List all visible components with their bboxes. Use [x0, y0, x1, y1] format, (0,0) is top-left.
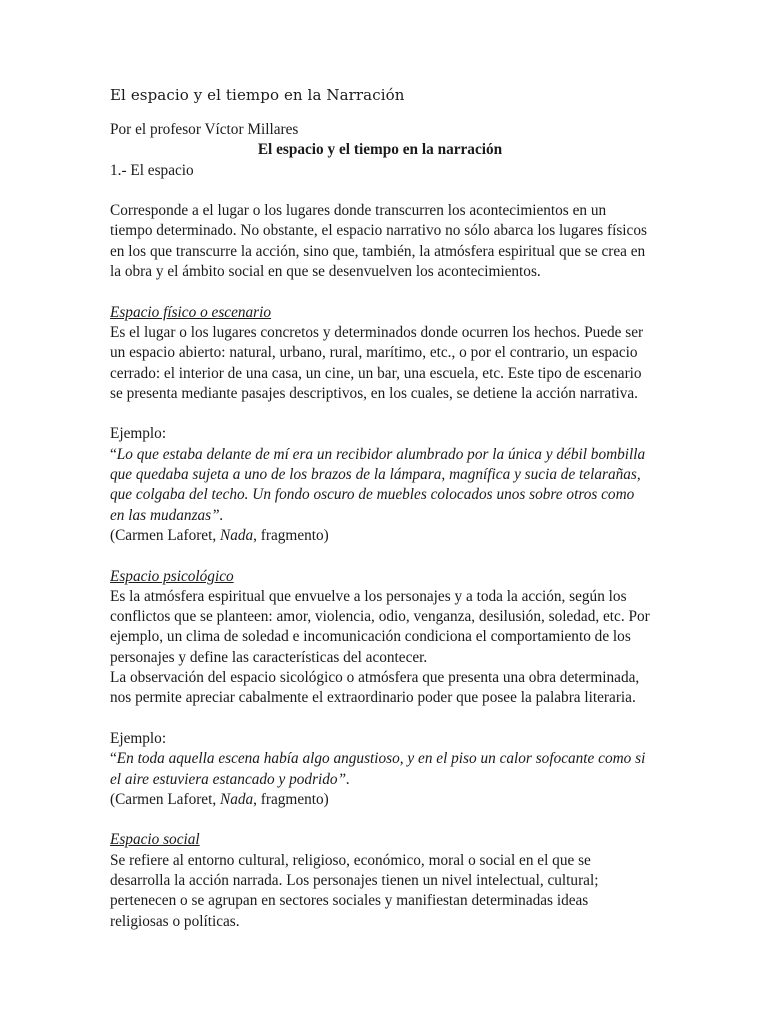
spacer — [110, 282, 650, 302]
citation-prefix: (Carmen Laforet, — [110, 526, 220, 544]
intro-paragraph: Corresponde a el lugar o los lugares donde transcurren los acontecimientos en un tiempo determinado. No obstante, el espacio narrativo no sólo abarca los lugares físicos en los que transcurre la acción, sino que, también, la atmósfera espiritual que se crea en la obra y el ámbito social en que se desenvuelven los acontecimientos. — [110, 202, 647, 281]
fisico-citation — [110, 526, 650, 546]
centered-title: El espacio y el tiempo en la narración — [257, 141, 503, 159]
spacer — [110, 546, 650, 566]
psicologico-paragraph-1: Es la atmósfera espiritual que envuelve a los personajes y a toda la acción, según los conflictos que se planteen: amor, violencia, odio, venganza, desilusión, soledad, etc. Por ejemplo, un clima de soledad e incomunicación condiciona el comportamiento de los personajes y define las características del acontecer. — [110, 587, 650, 666]
psicologico-quote — [110, 749, 650, 790]
quote-text: En toda aquella escena había algo angustioso, y en el piso un calor sofocante como si el aire estuviera estancado y podrido”. — [110, 750, 646, 788]
fisico-heading: Espacio físico o escenario — [110, 303, 272, 321]
author-line: Por el profesor Víctor Millares — [110, 121, 299, 138]
section-heading: 1.- El espacio — [110, 161, 194, 179]
document-page — [110, 84, 650, 932]
psicologico-citation — [110, 790, 650, 810]
spacer — [110, 810, 650, 830]
citation-prefix: (Carmen Laforet, — [110, 790, 220, 808]
social-paragraph: Se refiere al entorno cultural, religioso, económico, moral o social en el que se desarrolla la acción narrada. Los personajes tienen un nivel intelectual, cultural; pertenecen o se agrupan en sectores sociales y manifiestan determinadas ideas religiosas o políticas. — [110, 851, 599, 930]
fisico-example-label: Ejemplo: — [110, 425, 167, 443]
quote-open-mark: “ — [110, 750, 117, 768]
fisico-paragraph: Es el lugar o los lugares concretos y determinados donde ocurren los hechos. Puede ser un espacio abierto: natural, urbano, rural, marítimo, etc., o por el contrario, un espacio cerrado: el interior de una casa, un cine, un bar, una escuela, etc. Este tipo de escenario se presenta mediante pasajes descriptivos, en los cuales, se detiene la acción narrativa. — [110, 323, 644, 402]
spacer — [110, 709, 650, 729]
document-title: El espacio y el tiempo en la Narración — [110, 86, 405, 104]
quote-open-mark: “ — [110, 445, 117, 463]
citation-work: Nada — [220, 790, 254, 808]
fisico-quote — [110, 445, 650, 526]
quote-text: Lo que estaba delante de mí era un recibidor alumbrado por la única y débil bombilla que quedaba sujeta a uno de los brazos de la lámpara, magnífica y sucia de telarañas, que colgaba del techo. Un fondo oscuro de muebles colocados unos sobre otros como en las mudanzas”. — [110, 445, 646, 524]
social-heading: Espacio social — [110, 831, 200, 849]
spacer — [110, 181, 650, 201]
citation-work: Nada — [220, 526, 254, 544]
citation-suffix: , fragmento) — [253, 526, 329, 544]
psicologico-example-label: Ejemplo: — [110, 729, 167, 747]
psicologico-paragraph-2: La observación del espacio sicológico o atmósfera que presenta una obra determinada, nos permite apreciar cabalmente el extraordinario poder que posee la palabra literaria. — [110, 669, 640, 707]
spacer — [110, 404, 650, 424]
citation-suffix: , fragmento) — [253, 790, 329, 808]
psicologico-heading: Espacio psicológico — [110, 567, 234, 585]
